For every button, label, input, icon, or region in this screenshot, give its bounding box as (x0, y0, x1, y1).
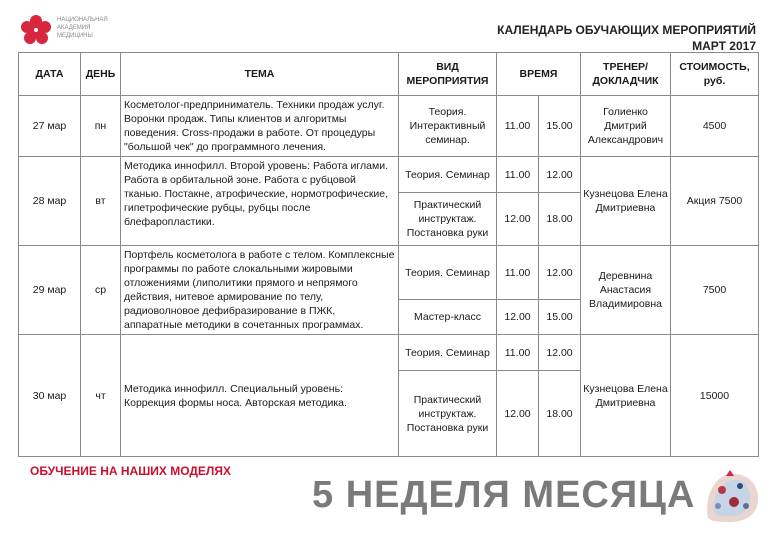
logo-flower-icon (20, 14, 52, 46)
cell-type: Теория. Семинар (399, 335, 497, 371)
cell-date: 29 мар (19, 246, 81, 335)
cell-type: Практический инструктаж. Постановка руки (399, 193, 497, 246)
cell-day: чт (81, 335, 121, 457)
table-row (19, 335, 759, 371)
page-title-line1: КАЛЕНДАРЬ ОБУЧАЮЩИХ МЕРОПРИЯТИЙ (497, 23, 756, 37)
header-day: ДЕНЬ (81, 53, 121, 96)
header-trainer: ТРЕНЕР/ ДОКЛАДЧИК (581, 53, 671, 96)
header-price: СТОИМОСТЬ, руб. (671, 53, 759, 96)
cell-trainer: Деревнина Анастасия Владимировна (581, 246, 671, 335)
schedule-table (18, 52, 759, 457)
cell-type: Теория. Интерактивный семинар. (399, 96, 497, 157)
logo-line: АКАДЕМИЯ (57, 25, 91, 31)
cell-topic: Методика иннофилл. Специальный уровень: Коррекция формы носа. Авторская методика. (121, 335, 399, 457)
cell-type: Мастер-класс (399, 300, 497, 335)
cell-time-start: 11.00 (497, 246, 539, 300)
logo (20, 14, 140, 46)
header-type: ВИД МЕРОПРИЯТИЯ (399, 53, 497, 96)
header-time: ВРЕМЯ (497, 53, 581, 96)
cell-time-end: 15.00 (539, 96, 581, 157)
cell-date: 27 мар (19, 96, 81, 157)
table-header-row (19, 53, 759, 96)
page-title (497, 22, 756, 54)
table-row (19, 96, 759, 157)
logo-line: НАЦИОНАЛЬНАЯ (57, 17, 108, 23)
logo-line: МЕДИЦИНЫ (57, 33, 93, 39)
cell-time-end: 18.00 (539, 371, 581, 457)
cell-time-end: 12.00 (539, 335, 581, 371)
cell-time-start: 12.00 (497, 300, 539, 335)
cell-type: Теория. Семинар (399, 157, 497, 193)
cell-trainer: Кузнецова Елена Дмитриевна (581, 335, 671, 457)
page-title-line2: МАРТ 2017 (692, 39, 756, 53)
cell-date: 30 мар (19, 335, 81, 457)
decorative-face-image (700, 468, 766, 524)
cell-time-start: 12.00 (497, 193, 539, 246)
cell-day: пн (81, 96, 121, 157)
header-date: ДАТА (19, 53, 81, 96)
cell-time-end: 12.00 (539, 157, 581, 193)
cell-type: Теория. Семинар (399, 246, 497, 300)
cell-time-start: 12.00 (497, 371, 539, 457)
cell-price: 7500 (671, 246, 759, 335)
cell-trainer: Кузнецова Елена Дмитриевна (581, 157, 671, 246)
cell-time-end: 15.00 (539, 300, 581, 335)
header-topic: ТЕМА (121, 53, 399, 96)
models-note: ОБУЧЕНИЕ НА НАШИХ МОДЕЛЯХ (30, 464, 231, 478)
cell-day: вт (81, 157, 121, 246)
week-label: 5 НЕДЕЛЯ МЕСЯЦА (312, 474, 696, 516)
cell-time-start: 11.00 (497, 335, 539, 371)
cell-time-start: 11.00 (497, 157, 539, 193)
table-row (19, 246, 759, 300)
cell-type: Практический инструктаж. Постановка руки (399, 371, 497, 457)
cell-date: 28 мар (19, 157, 81, 246)
cell-price: 15000 (671, 335, 759, 457)
cell-topic: Методика иннофилл. Второй уровень: Работа иглами. Работа в орбитальной зоне. Работа с рубцовой тканью. Постакне, атрофические, нормотрофические, гипетрофические рубцы, рубцы после блефаропластики. (121, 157, 399, 246)
cell-topic: Портфель косметолога в работе с телом. Комплексные программы по работе слокальными жировыми отложениями (липолитики прямого и непрямого действия, нитевое армирование по телу, радиоволновое дефибразирование в ПЖК, аппаратные методики в сочетанных программах. (121, 246, 399, 335)
table-row (19, 157, 759, 193)
cell-trainer: Голиенко Дмитрий Александрович (581, 96, 671, 157)
cell-time-end: 12.00 (539, 246, 581, 300)
cell-time-start: 11.00 (497, 96, 539, 157)
logo-text (57, 16, 147, 40)
cell-price: Акция 7500 (671, 157, 759, 246)
cell-topic: Косметолог-предприниматель. Техники продаж услуг. Воронки продаж. Типы клиентов и алгоритмы поведения. Cross-продажи в работе. От процедуры "большой чек" до программного лечения. (121, 96, 399, 157)
cell-price: 4500 (671, 96, 759, 157)
cell-day: ср (81, 246, 121, 335)
cell-time-end: 18.00 (539, 193, 581, 246)
